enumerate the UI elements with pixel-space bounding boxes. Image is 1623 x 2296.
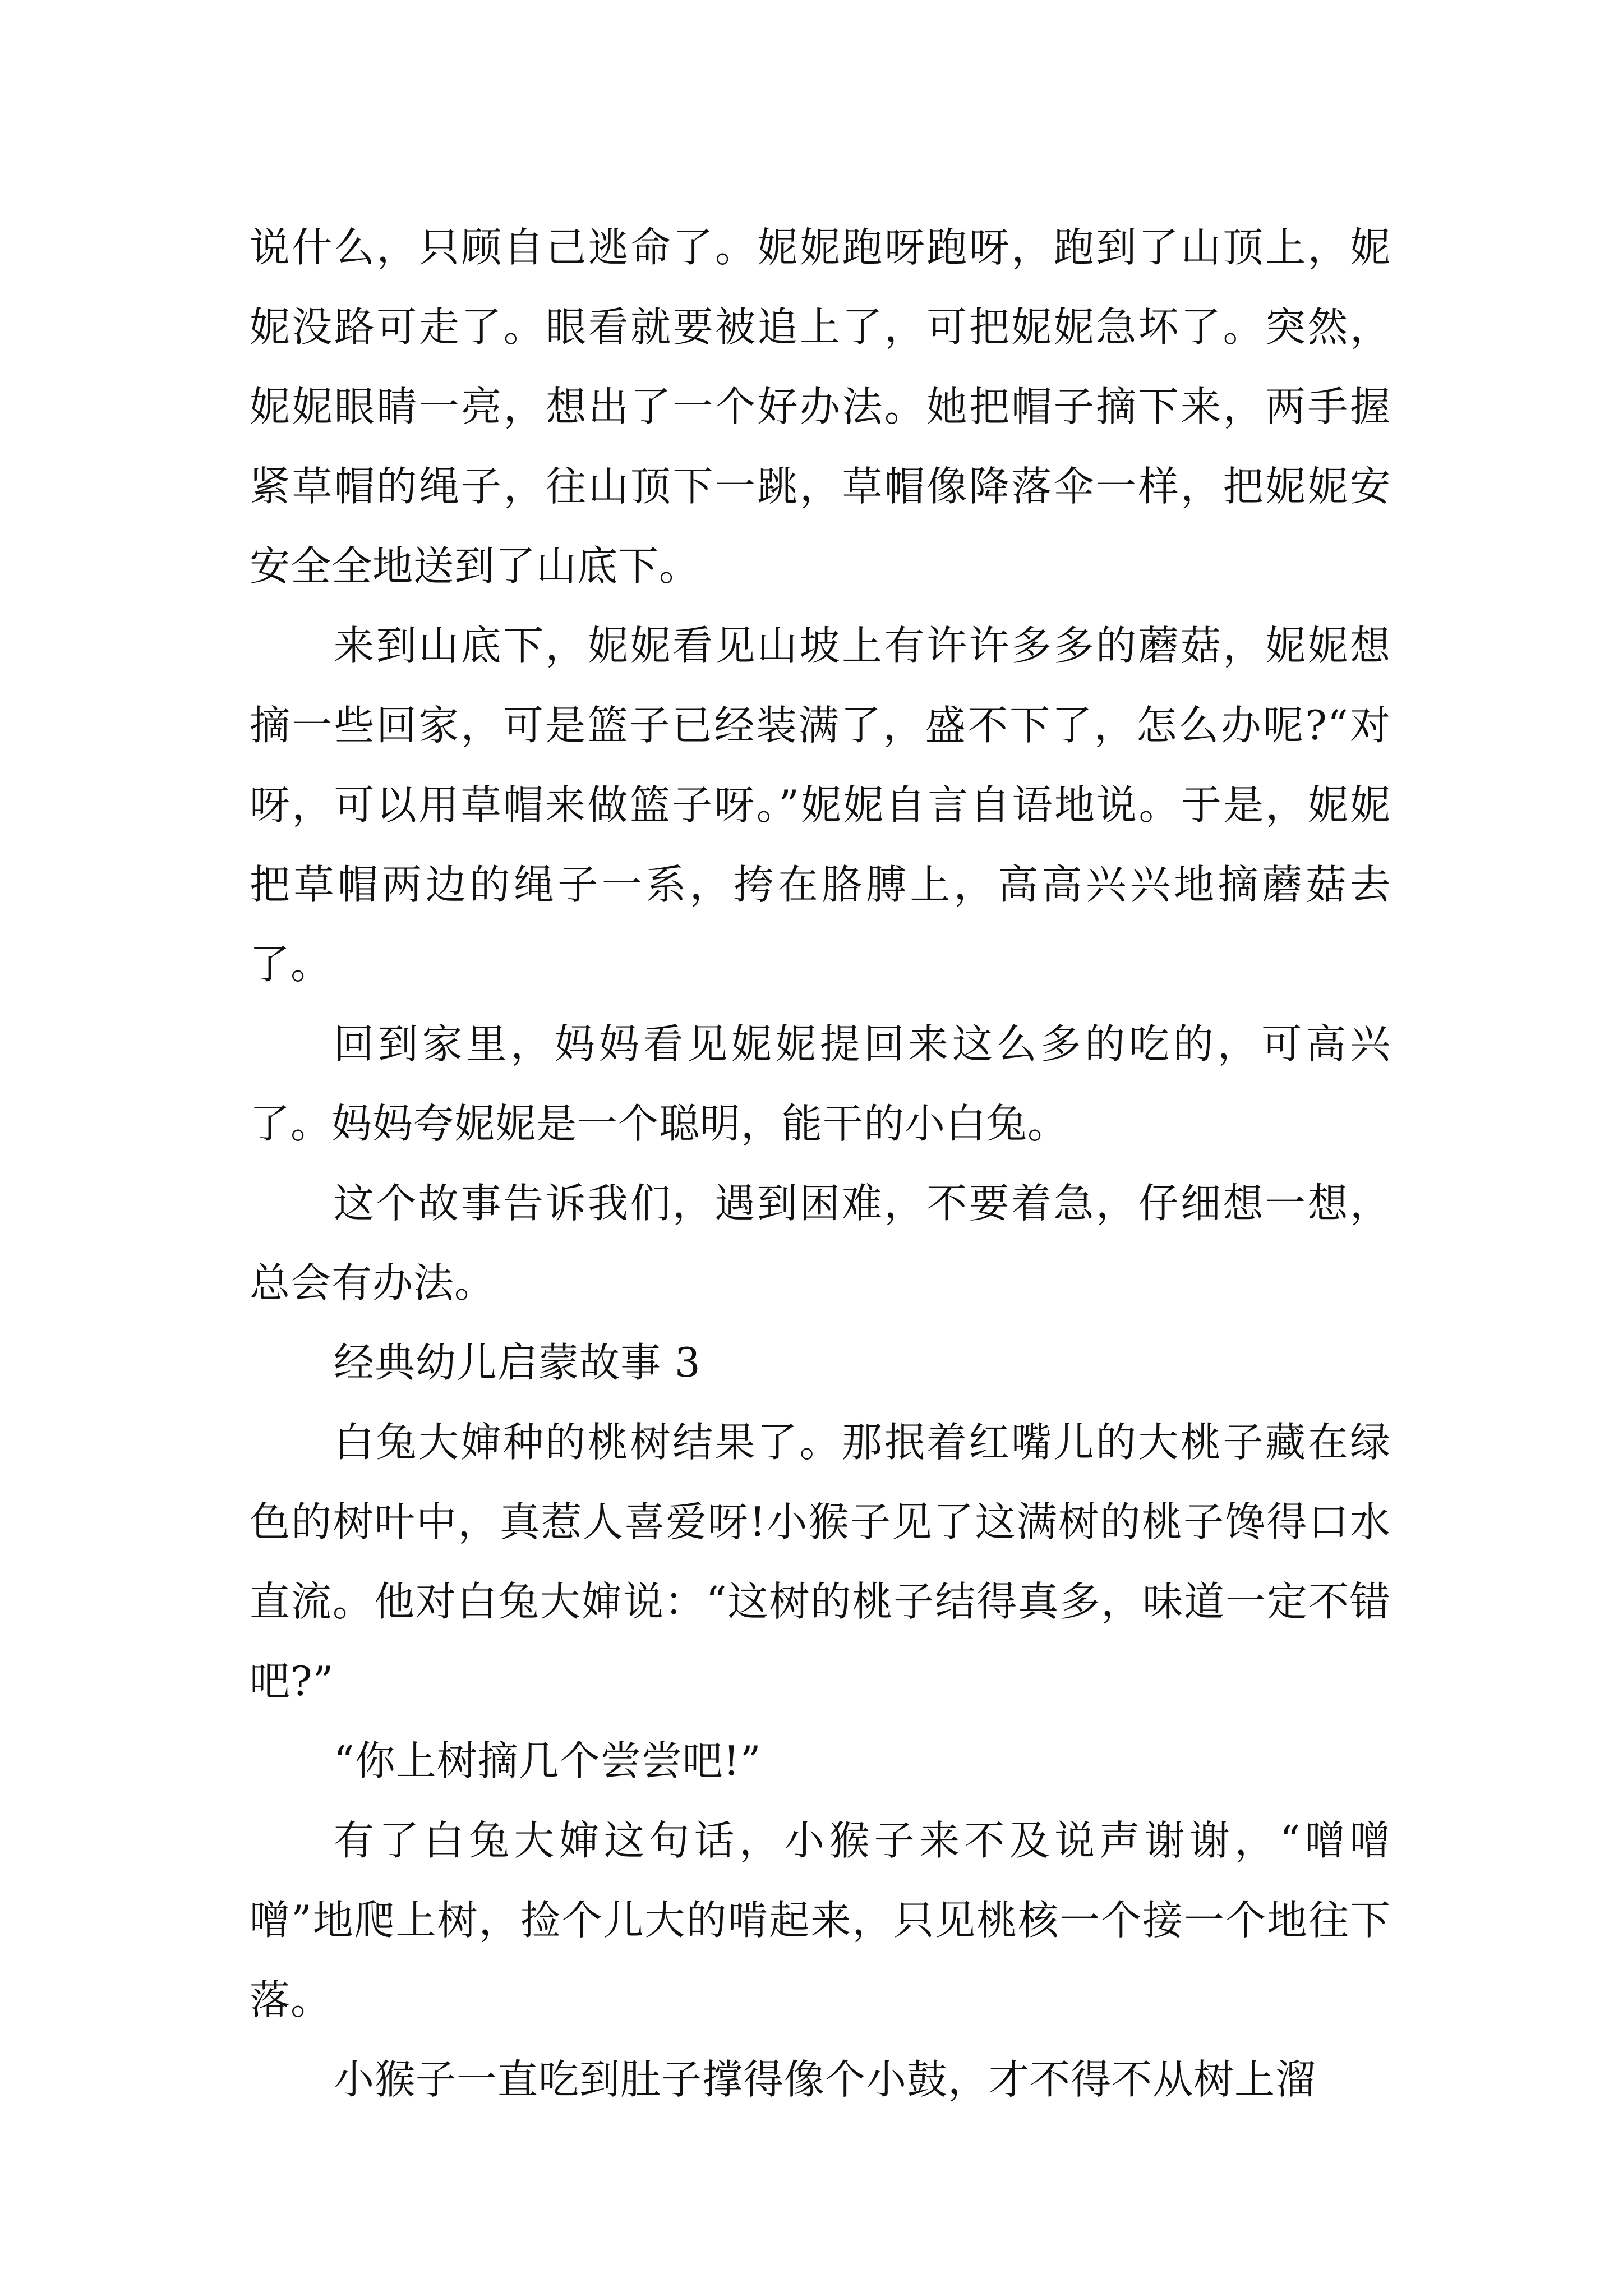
story-paragraph-3: 有了白兔大婶这句话，小猴子来不及说声谢谢，“噌噌噌”地爬上树，捡个儿大的啃起来，只见桃核一个接一个地往下落。 [250, 1817, 1391, 2023]
paragraph-4: 这个故事告诉我们，遇到困难，不要着急，仔细想一想，总会有办法。 [250, 1180, 1391, 1306]
story-paragraph-1: 白兔大婶种的桃树结果了。那抿着红嘴儿的大桃子藏在绿色的树叶中，真惹人喜爱呀!小猴子见了这满树的桃子馋得口水直流。他对白兔大婶说：“这树的桃子结得真多，味道一定不错吧?” [250, 1419, 1391, 1705]
story-paragraph-2: “你上树摘几个尝尝吧!” [334, 1737, 762, 1784]
paragraph-3: 回到家里，妈妈看见妮妮提回来这么多的吃的，可高兴了。妈妈夸妮妮是一个聪明，能干的小白兔。 [250, 1020, 1391, 1147]
document-body [250, 208, 1391, 2119]
story-paragraph-4: 小猴子一直吃到肚子撑得像个小鼓，才不得不从树上溜 [334, 2056, 1317, 2103]
paragraph-1: 说什么，只顾自己逃命了。妮妮跑呀跑呀，跑到了山顶上，妮妮没路可走了。眼看就要被追上了，可把妮妮急坏了。突然，妮妮眼睛一亮，想出了一个好办法。她把帽子摘下来，两手握紧草帽的绳子，往山顶下一跳，草帽像降落伞一样，把妮妮安安全全地送到了山底下。 [250, 224, 1391, 590]
section-title: 经典幼儿启蒙故事 3 [334, 1339, 701, 1386]
paragraph-2: 来到山底下，妮妮看见山坡上有许许多多的蘑菇，妮妮想摘一些回家，可是篮子已经装满了，盛不下了，怎么办呢?“对呀，可以用草帽来做篮子呀。”妮妮自言自语地说。于是，妮妮把草帽两边的绳子一系，挎在胳膊上，高高兴兴地摘蘑菇去了。 [250, 622, 1391, 988]
